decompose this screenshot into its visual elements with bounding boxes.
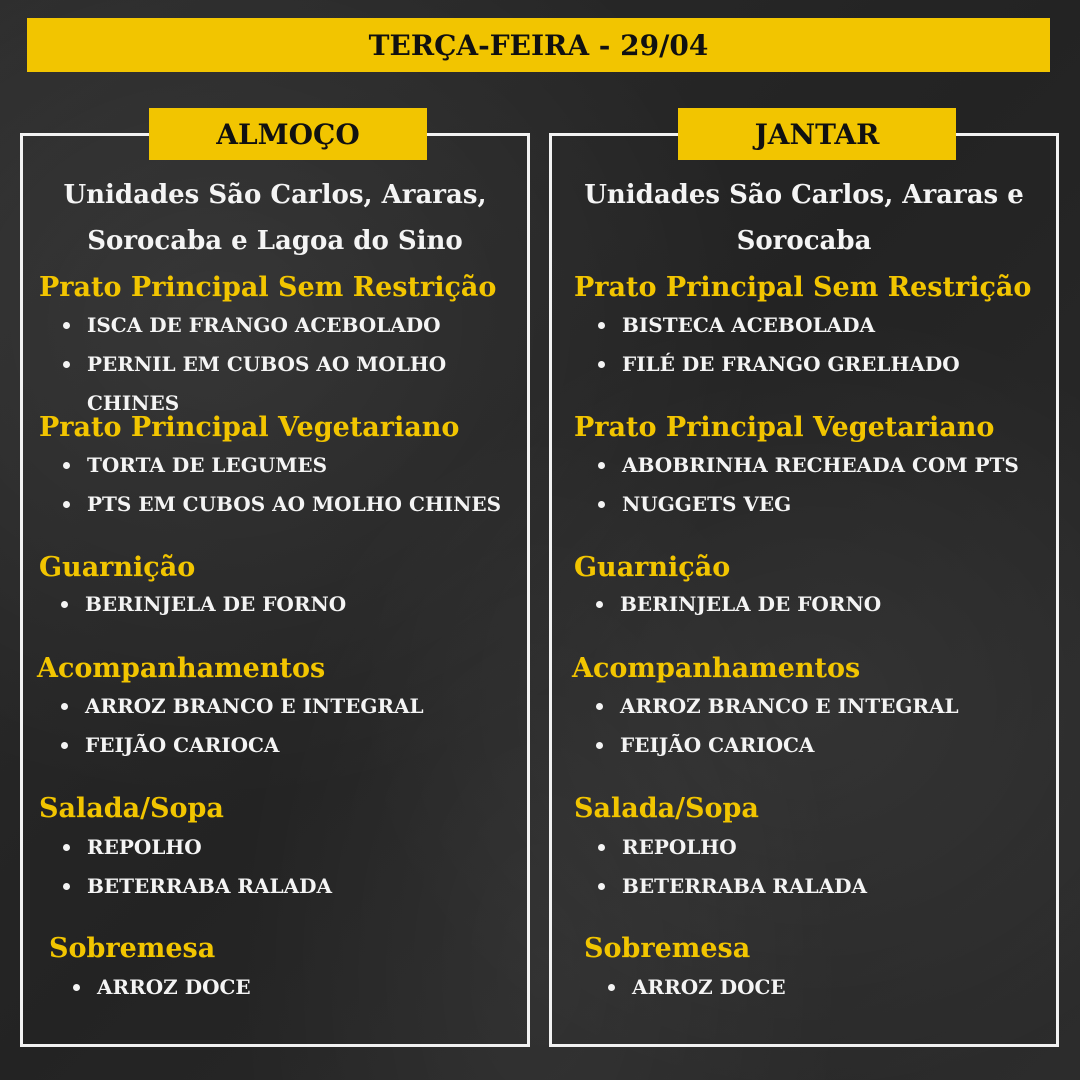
lunch-units-line2: Sorocaba e Lagoa do Sino bbox=[87, 226, 463, 256]
list-item: PERNIL EM CUBOS AO MOLHO CHINES bbox=[61, 345, 501, 423]
list-item: FEIJÃO CARIOCA bbox=[59, 726, 519, 765]
lunch-acomp-title: Acompanhamentos bbox=[37, 653, 326, 684]
lunch-tag: ALMOÇO bbox=[149, 108, 427, 160]
dinner-principal-title: Prato Principal Sem Restrição bbox=[574, 272, 1032, 303]
lunch-salada-title: Salada/Sopa bbox=[39, 793, 224, 824]
list-item: REPOLHO bbox=[61, 828, 521, 867]
list-item: BETERRABA RALADA bbox=[61, 867, 521, 906]
lunch-veg-list bbox=[61, 446, 521, 524]
lunch-panel bbox=[20, 117, 530, 1047]
list-item: ARROZ BRANCO E INTEGRAL bbox=[59, 687, 519, 726]
lunch-principal-title: Prato Principal Sem Restrição bbox=[39, 272, 497, 303]
list-item: BISTECA ACEBOLADA bbox=[596, 306, 1046, 345]
lunch-principal-list bbox=[61, 306, 501, 423]
list-item: ARROZ DOCE bbox=[71, 968, 511, 1007]
lunch-guarnicao-list bbox=[59, 585, 519, 624]
lunch-guarnicao-title: Guarnição bbox=[39, 552, 196, 583]
dinner-veg-title: Prato Principal Vegetariano bbox=[574, 412, 995, 443]
dinner-units-line2: Sorocaba bbox=[736, 226, 872, 256]
list-item: PTS EM CUBOS AO MOLHO CHINES bbox=[61, 485, 521, 524]
lunch-sobremesa-title: Sobremesa bbox=[49, 933, 216, 964]
dinner-guarnicao-title: Guarnição bbox=[574, 552, 731, 583]
lunch-acomp-list bbox=[59, 687, 519, 765]
dinner-sobremesa-title: Sobremesa bbox=[584, 933, 751, 964]
list-item: NUGGETS VEG bbox=[596, 485, 1051, 524]
dinner-acomp-title: Acompanhamentos bbox=[572, 653, 861, 684]
lunch-salada-list bbox=[61, 828, 521, 906]
dinner-principal-list bbox=[596, 306, 1046, 384]
dinner-salada-list bbox=[596, 828, 1046, 906]
lunch-units-line1: Unidades São Carlos, Araras, bbox=[63, 180, 487, 210]
list-item: BERINJELA DE FORNO bbox=[594, 585, 1044, 624]
list-item: BETERRABA RALADA bbox=[596, 867, 1046, 906]
dinner-units-line1: Unidades São Carlos, Araras e bbox=[584, 180, 1024, 210]
dinner-sobremesa-list bbox=[606, 968, 1036, 1007]
dinner-panel bbox=[549, 117, 1059, 1047]
lunch-units bbox=[23, 172, 527, 264]
dinner-units bbox=[552, 172, 1056, 264]
list-item: ABOBRINHA RECHEADA COM PTS bbox=[596, 446, 1051, 485]
dinner-veg-list bbox=[596, 446, 1051, 524]
list-item: REPOLHO bbox=[596, 828, 1046, 867]
list-item: ARROZ DOCE bbox=[606, 968, 1036, 1007]
list-item: ARROZ BRANCO E INTEGRAL bbox=[594, 687, 1044, 726]
list-item: TORTA DE LEGUMES bbox=[61, 446, 521, 485]
lunch-sobremesa-list bbox=[71, 968, 511, 1007]
dinner-guarnicao-list bbox=[594, 585, 1044, 624]
dinner-acomp-list bbox=[594, 687, 1044, 765]
list-item: BERINJELA DE FORNO bbox=[59, 585, 519, 624]
dinner-salada-title: Salada/Sopa bbox=[574, 793, 759, 824]
date-banner bbox=[27, 18, 1050, 72]
list-item: FEIJÃO CARIOCA bbox=[594, 726, 1044, 765]
dinner-tag: JANTAR bbox=[678, 108, 956, 160]
list-item: ISCA DE FRANGO ACEBOLADO bbox=[61, 306, 501, 345]
lunch-veg-title: Prato Principal Vegetariano bbox=[39, 412, 460, 443]
list-item: FILÉ DE FRANGO GRELHADO bbox=[596, 345, 1046, 384]
date-banner-text: TERÇA-FEIRA - 29/04 bbox=[368, 28, 709, 62]
